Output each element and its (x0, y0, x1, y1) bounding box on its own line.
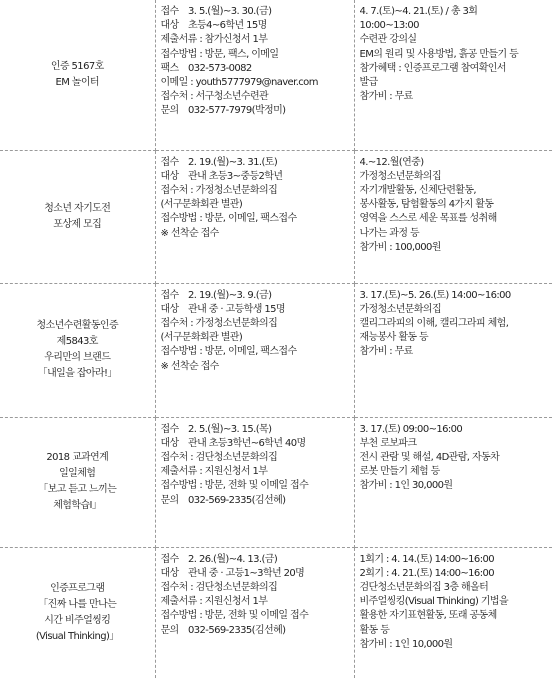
recruitment-info-line: 제출서류 : 지원신청서 1부 (160, 596, 268, 608)
recruitment-info-line: ※ 선착순 접수 (160, 360, 219, 372)
recruitment-info-line: 접수 3. 5.(월)~3. 30.(금) (160, 6, 272, 17)
program-row (0, 283, 552, 417)
recruitment-info-line: 접수 2. 5.(월)~3. 15.(목) (160, 423, 272, 435)
recruitment-info-line: 문의 032-569-2335(김선혜) (160, 494, 286, 506)
program-name-cell (0, 150, 155, 283)
recruitment-info-line: 접수처 : 검단청소년문화의집 (160, 581, 278, 593)
program-name-cell (0, 417, 155, 547)
program-detail-line: 캘리그라피의 이해, 캘리그라피 체험, (359, 317, 509, 329)
program-name-line: EM 놀이터 (55, 76, 99, 88)
recruitment-info-line: 접수방법 : 방문, 팩스, 이메일 (160, 48, 279, 60)
recruitment-info-cell (155, 150, 354, 283)
recruitment-info-line: 접수방법 : 방문, 전화 및 이메일 접수 (160, 480, 309, 492)
program-detail-line: 4.~12.월(연중) (359, 156, 424, 168)
program-detail-line: 재능봉사 활동 등 (359, 332, 429, 344)
recruitment-info-line: 접수처 : 가정청소년문화의집 (160, 317, 278, 329)
recruitment-info-line: 접수처 : 서구청소년수련관 (160, 91, 269, 103)
recruitment-info-line: ※ 선착순 접수 (160, 227, 219, 239)
recruitment-info-line: 대상 관내 중 · 고등학생 15명 (160, 303, 285, 315)
program-name-line: 시간 비주얼씽킹 (44, 614, 111, 626)
recruitment-info-line: 문의 032-569-2335(김선혜) (160, 624, 286, 636)
recruitment-info-line: 이메일 : youth5777979@naver.com (160, 77, 318, 89)
program-detail-line: 3. 17.(토)~5. 26.(토) 14:00~16:00 (359, 289, 511, 301)
program-detail-cell (354, 150, 552, 283)
program-name-cell (0, 0, 155, 150)
recruitment-info-cell (155, 417, 354, 547)
program-detail-line: 봉사활동, 탐험활동의 4가지 활동 (359, 199, 494, 211)
program-detail-line: 가정청소년문화의집 (359, 303, 442, 315)
recruitment-info-cell (155, 283, 354, 417)
program-name-line: 포상제 모집 (53, 218, 102, 230)
program-detail-line: 수련관 강의실 (359, 34, 417, 46)
program-detail-line: 나가는 과정 등 (359, 227, 420, 239)
program-name-line: 체험학습Ⅰ」 (53, 500, 102, 511)
program-name-line: 일일체험 (59, 468, 96, 479)
recruitment-info-line: 접수 2. 19.(월)~3. 31.(토) (160, 156, 278, 168)
program-name-line: 우리만의 브랜드 (44, 352, 111, 363)
recruitment-info-line: 접수 2. 26.(월)~4. 13.(금) (160, 553, 278, 565)
program-detail-line: 2회기 : 4. 21.(토) 14:00~16:00 (359, 567, 494, 579)
program-name-line: 인증프로그램 (50, 582, 105, 594)
program-detail-line: 활동 등 (359, 624, 390, 636)
program-row (0, 417, 552, 547)
recruitment-info-line: 대상 관내 중 · 고등1~3학년 20명 (160, 567, 305, 579)
recruitment-info-line: 접수방법 : 방문, 이메일, 팩스접수 (160, 213, 297, 225)
program-row (0, 0, 552, 150)
program-detail-line: 3. 17.(토) 09:00~16:00 (359, 423, 463, 435)
program-detail-line: 가정청소년문화의집 (359, 170, 442, 182)
program-detail-line: 비주얼씽킹(Visual Thinking) 기법을 (359, 596, 509, 608)
program-name-line: (Visual Thinking)」 (35, 630, 119, 642)
program-detail-cell (354, 283, 552, 417)
program-detail-line: 참가비 : 100,000원 (359, 241, 441, 253)
program-name-line: 청소년수련활동인증 (36, 320, 119, 331)
program-name-line: 제5843호 (56, 336, 98, 347)
program-name-line: 「진짜 나를 만나는 (38, 598, 117, 610)
program-detail-line: 10:00~13:00 (359, 20, 419, 32)
recruitment-info-line: 대상 관내 초등3학년~6학년 40명 (160, 437, 306, 449)
program-detail-line: 활용한 자기표현활동, 또래 공동체 (359, 610, 497, 622)
program-detail-line: 4. 7.(토)~4. 21.(토) / 총 3회 (359, 6, 478, 17)
recruitment-info-cell (155, 0, 354, 150)
recruitment-info-line: 제출서류 : 참가신청서 1부 (160, 34, 268, 46)
program-detail-line: 참가비 : 1인 30,000원 (359, 480, 453, 492)
recruitment-info-line: 접수방법 : 방문, 전화 및 이메일 접수 (160, 610, 309, 622)
program-detail-cell (354, 547, 552, 678)
program-name-line: 「보고 듣고 느끼는 (38, 484, 117, 495)
program-detail-line: 1회기 : 4. 14.(토) 14:00~16:00 (359, 553, 494, 565)
program-detail-line: 참가비 : 무료 (359, 91, 413, 103)
program-detail-cell (354, 0, 552, 150)
program-detail-line: 로봇 만들기 체험 등 (359, 466, 440, 478)
program-detail-line: 자기개발활동, 신체단련활동, (359, 184, 476, 196)
recruitment-info-line: 팩스 032-573-0082 (160, 62, 252, 74)
recruitment-info-cell (155, 547, 354, 678)
program-name-cell (0, 547, 155, 678)
program-row (0, 547, 552, 678)
recruitment-info-line: 접수처 : 검단청소년문화의집 (160, 451, 278, 463)
program-row (0, 150, 552, 283)
program-name-line: 2018 교과연계 (46, 452, 109, 463)
program-name-cell (0, 283, 155, 417)
program-detail-line: EM의 원리 및 사용방법, 흙공 만들기 등 (359, 48, 519, 60)
program-detail-line: 전시 관람 및 해설, 4D관람, 자동차 (359, 451, 500, 463)
recruitment-info-line: 접수 2. 19.(월)~3. 9.(금) (160, 289, 272, 301)
recruitment-info-line: (서구문화회관 별관) (160, 332, 243, 344)
program-detail-line: 참가혜택 : 인증프로그램 참여확인서 (359, 62, 506, 74)
program-name-line: 「내일을 잡아라!」 (37, 368, 117, 379)
recruitment-info-line: 문의 032-577-7979(박정미) (160, 105, 286, 117)
program-detail-line: 참가비 : 무료 (359, 346, 413, 358)
program-detail-line: 참가비 : 1인 10,000원 (359, 638, 453, 650)
program-detail-cell (354, 417, 552, 547)
program-detail-line: 검단청소년문화의집 3층 해올터 (359, 581, 489, 593)
program-detail-line: 발급 (359, 77, 378, 89)
recruitment-info-line: (서구문화회관 별관) (160, 199, 243, 211)
recruitment-info-line: 대상 초등4~6학년 15명 (160, 20, 267, 32)
program-detail-line: 영역을 스스로 세운 목표를 성취해 (359, 213, 497, 225)
recruitment-info-line: 접수방법 : 방문, 이메일, 팩스접수 (160, 346, 297, 358)
program-name-line: 인증 5167호 (50, 60, 104, 72)
recruitment-info-line: 대상 관내 초등3~중등2학년 (160, 170, 283, 182)
program-name-line: 청소년 자기도전 (44, 202, 111, 214)
recruitment-info-line: 접수처 : 가정청소년문화의집 (160, 184, 278, 196)
recruitment-info-line: 제출서류 : 지원신청서 1부 (160, 466, 268, 478)
program-detail-line: 부천 로보파크 (359, 437, 417, 449)
